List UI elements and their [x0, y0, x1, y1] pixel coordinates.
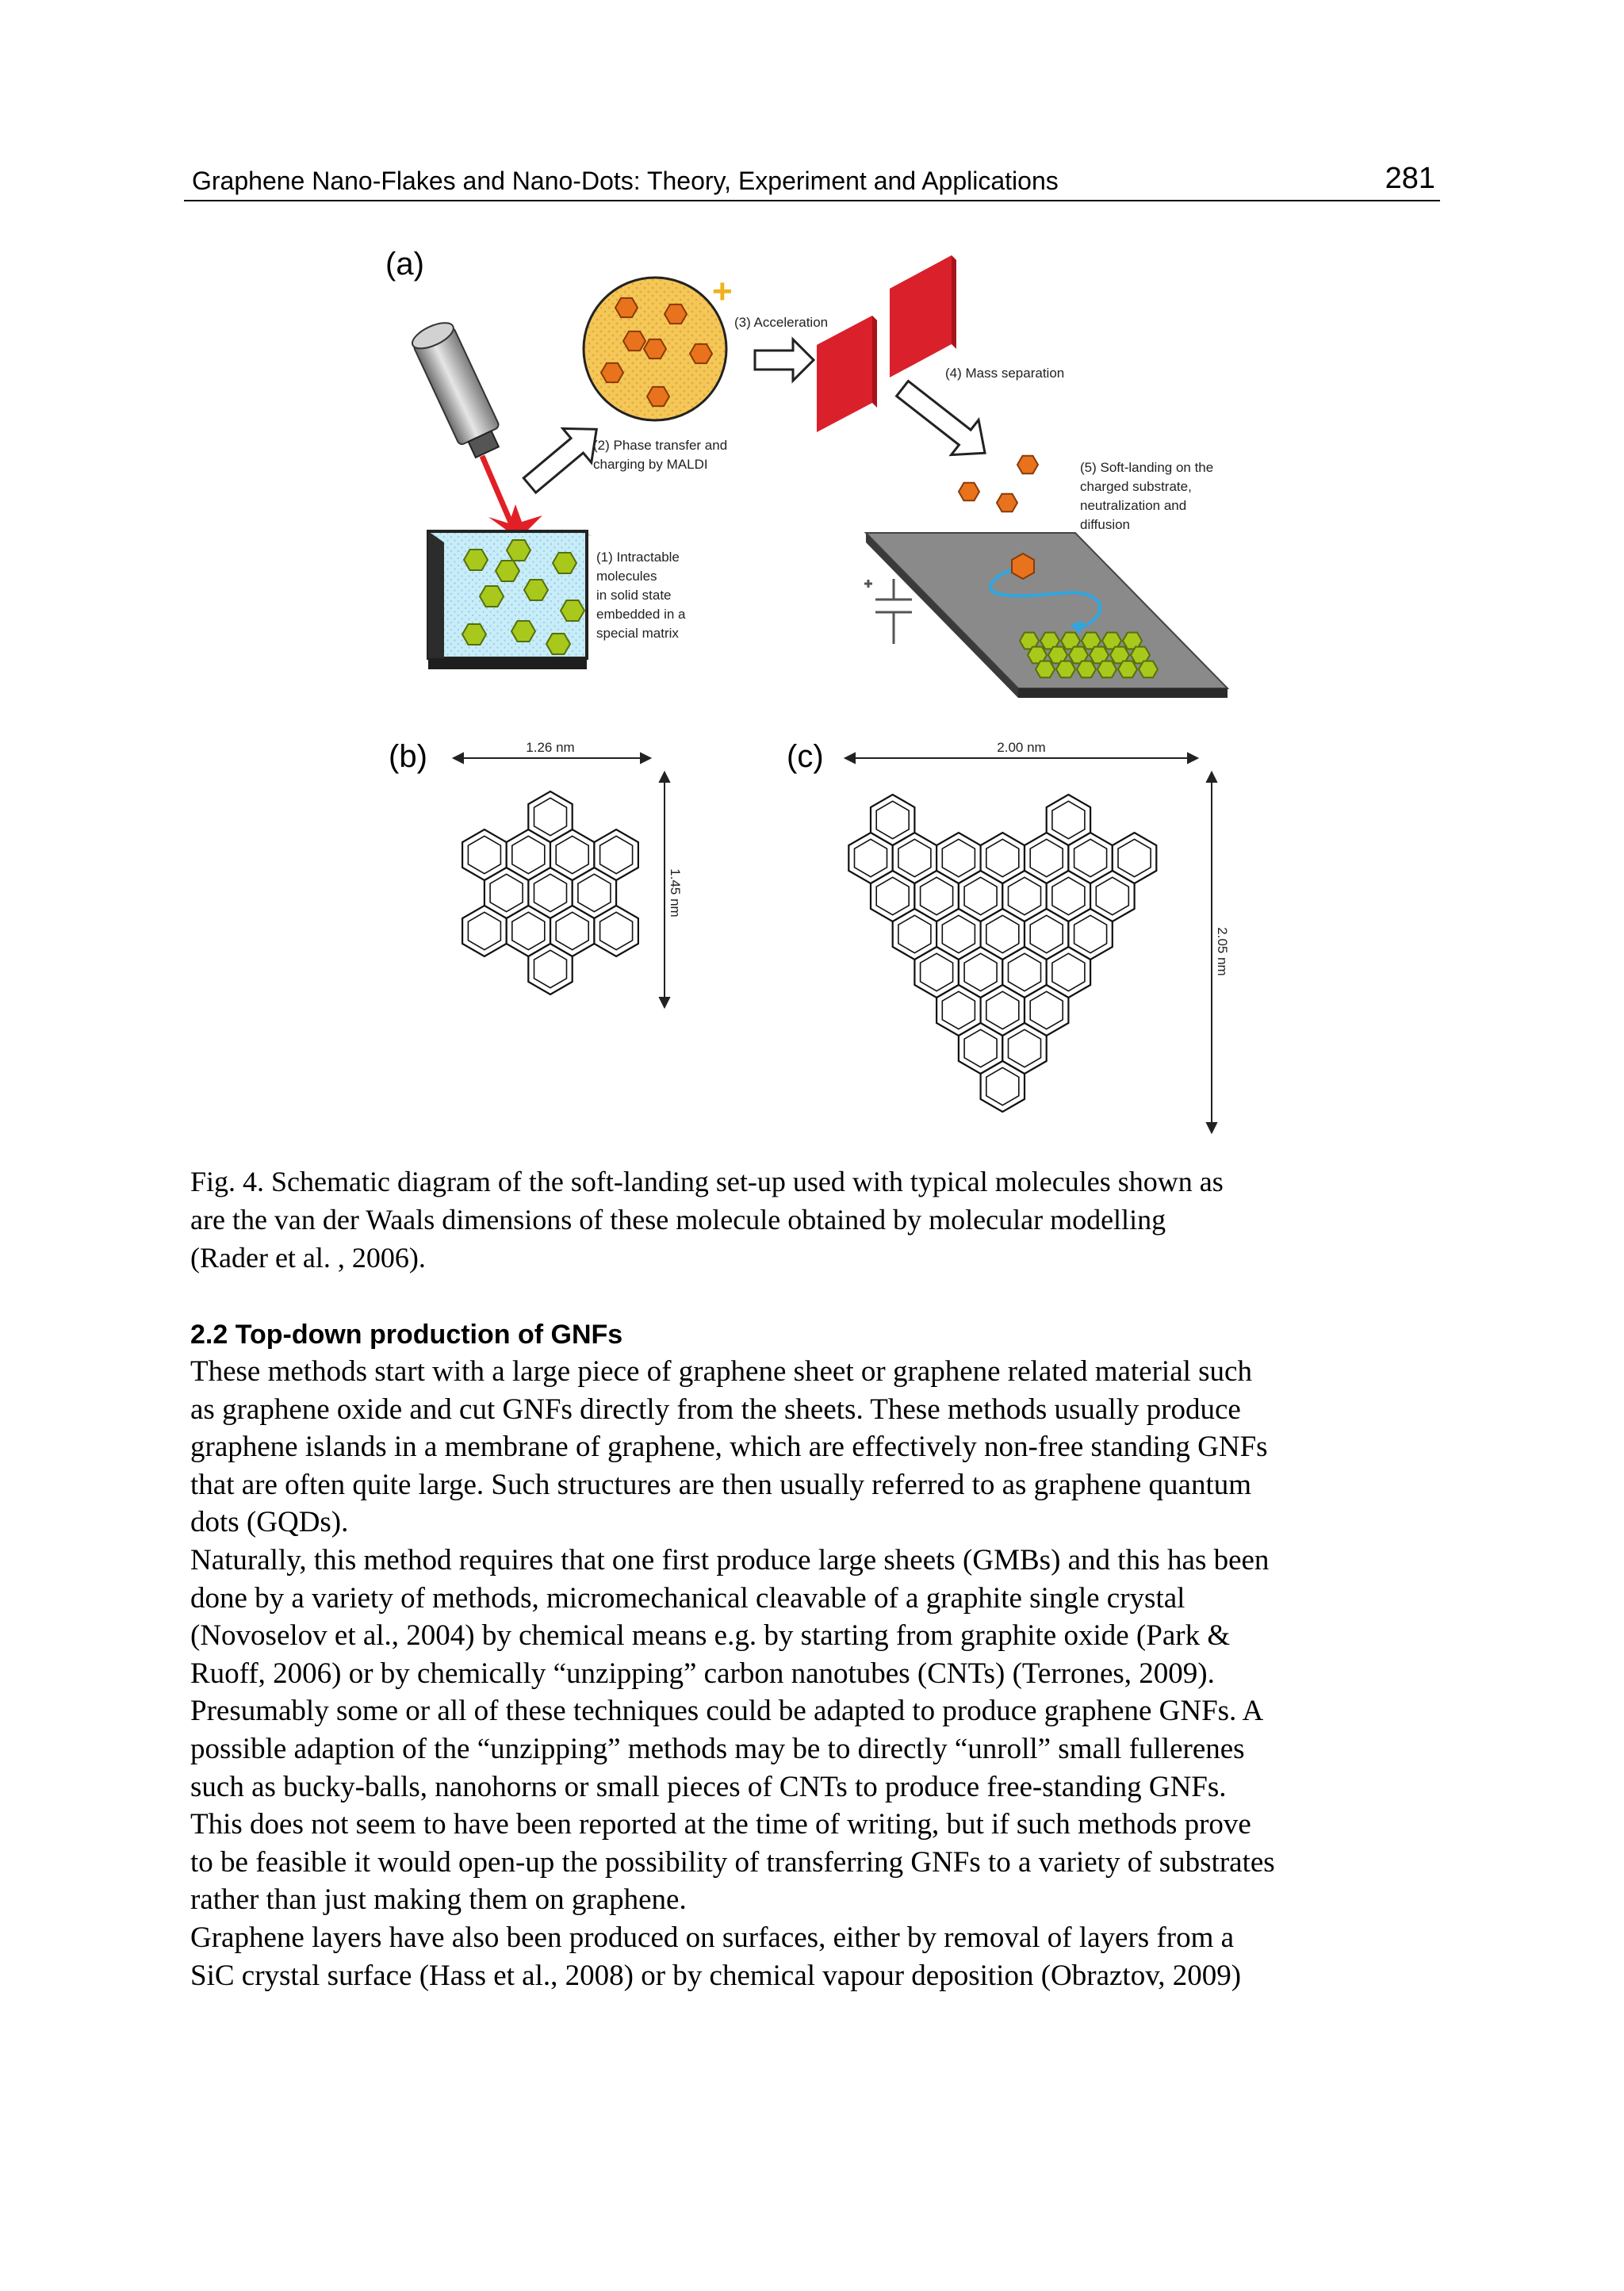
green-flake	[1139, 661, 1158, 678]
body-line: SiC crystal surface (Hass et al., 2008) or by chemical vapour deposition (Obraztov, 2009)	[190, 1959, 1242, 1992]
green-molecule	[561, 600, 584, 621]
body-text	[190, 1353, 1432, 1994]
assembled-flakes	[1020, 633, 1158, 678]
orange-flake	[959, 483, 979, 501]
panel-label-b: (b)	[389, 739, 427, 774]
step-1-label-line-3: in solid state	[596, 588, 672, 603]
orange-flake	[665, 305, 687, 324]
step-5-label-line-3: neutralization and	[1080, 498, 1187, 513]
capacitor-icon	[864, 579, 912, 644]
body-line: Naturally, this method requires that one first produce large sheets (GMBs) and this has been	[190, 1543, 1270, 1576]
orange-flake	[615, 298, 638, 317]
orange-flake	[690, 344, 712, 363]
green-molecule	[464, 550, 488, 570]
orange-flake	[997, 494, 1017, 512]
body-line: rather than just making them on graphene.	[190, 1883, 687, 1917]
body-line: possible adaption of the “unzipping” methods may be to directly “unroll” small fullerenes	[190, 1732, 1245, 1765]
landing-flakes	[959, 456, 1038, 512]
step-1-label-line-5: special matrix	[596, 626, 679, 641]
dimension-label-c-height: 2.05 nm	[1215, 927, 1230, 976]
orange-flake	[1017, 456, 1038, 474]
dimension-label-b-width: 1.26 nm	[526, 740, 575, 755]
caption-line: are the van der Waals dimensions of these molecule obtained by molecular modelling	[190, 1204, 1166, 1236]
body-line: Graphene layers have also been produced on surfaces, either by removal of layers from a	[190, 1921, 1235, 1954]
body-line: Ruoff, 2006) or by chemically “unzipping” carbon nanotubes (CNTs) (Terrones, 2009).	[190, 1657, 1215, 1690]
green-molecule	[546, 634, 570, 654]
green-molecule	[496, 561, 519, 581]
green-flake	[1036, 661, 1055, 678]
step-4-label: (4) Mass separation	[945, 366, 1065, 381]
green-flake	[1056, 661, 1075, 678]
body-line: such as bucky-balls, nanohorns or small pieces of CNTs to produce free-standing GNFs.	[190, 1770, 1227, 1803]
body-line: These methods start with a large piece of graphene sheet or graphene related material such	[190, 1355, 1252, 1388]
green-molecule	[511, 621, 535, 642]
acceleration-plate	[817, 316, 877, 432]
green-molecule	[553, 553, 576, 573]
green-flake	[1097, 661, 1116, 678]
step-1-label-line-1: (1) Intractable	[596, 550, 680, 565]
body-line: dots (GQDs).	[190, 1506, 349, 1539]
orange-flake	[601, 363, 623, 382]
green-flake	[1077, 661, 1096, 678]
panel-label-a: (a)	[385, 247, 424, 282]
molecule-b-structure	[462, 791, 638, 994]
separation-plate	[890, 255, 956, 377]
step-1-label-line-4: embedded in a	[596, 607, 686, 622]
green-molecule	[462, 624, 486, 645]
panel-label-c: (c)	[787, 739, 824, 774]
green-flake	[1118, 661, 1137, 678]
body-line: done by a variety of methods, micromechanical cleavable of a graphite single crystal	[190, 1581, 1185, 1615]
step-3-label: (3) Acceleration	[734, 315, 829, 330]
step-2-label-line-1: (2) Phase transfer and	[593, 438, 728, 453]
body-line: This does not seem to have been reported at the time of writing, but if such methods prove	[190, 1808, 1251, 1841]
body-line: graphene islands in a membrane of graphene, which are effectively non-free standing GNFs	[190, 1431, 1268, 1464]
molecule-c-structure	[848, 795, 1156, 1112]
body-line: Presumably some or all of these techniques could be adapted to produce graphene GNFs. A	[190, 1695, 1264, 1728]
green-molecule	[480, 586, 504, 607]
green-molecule	[524, 580, 548, 600]
arrow-acceleration	[755, 339, 814, 381]
figure-caption	[190, 1163, 1427, 1277]
section-heading: 2.2 Top-down production of GNFs	[190, 1320, 623, 1350]
step-5-label-line-2: charged substrate,	[1080, 479, 1192, 494]
orange-flake	[644, 339, 666, 358]
body-line: (Novoselov et al., 2004) by chemical means e.g. by starting from graphite oxide (Park &	[190, 1619, 1231, 1653]
green-molecule	[507, 540, 530, 561]
caption-line: (Rader et al. , 2006).	[190, 1242, 426, 1274]
dimension-label-c-width: 2.00 nm	[997, 740, 1046, 755]
body-line: to be feasible it would open-up the possibility of transferring GNFs to a variety of substrates	[190, 1845, 1275, 1879]
arrow-to-substrate	[889, 371, 998, 470]
charge-plus-icon: +	[712, 272, 733, 311]
step-1-label-line-2: molecules	[596, 569, 657, 584]
orange-flake	[623, 331, 645, 351]
page-number: 281	[1385, 162, 1435, 195]
caption-line: Fig. 4. Schematic diagram of the soft-landing set-up used with typical molecules shown as	[190, 1166, 1224, 1197]
laser-icon	[408, 318, 547, 555]
orange-flake	[647, 387, 669, 406]
step-5-label-line-1: (5) Soft-landing on the	[1080, 460, 1214, 475]
body-line: as graphene oxide and cut GNFs directly from the sheets. These methods usually produce	[190, 1393, 1241, 1426]
running-title: Graphene Nano-Flakes and Nano-Dots: Theory, Experiment and Applications	[192, 167, 1059, 195]
step-5-label-line-4: diffusion	[1080, 517, 1131, 532]
step-2-label-line-2: charging by MALDI	[593, 457, 708, 472]
body-line: that are often quite large. Such structures are then usually referred to as graphene quantum	[190, 1468, 1251, 1501]
dimension-label-b-height: 1.45 nm	[668, 868, 683, 918]
